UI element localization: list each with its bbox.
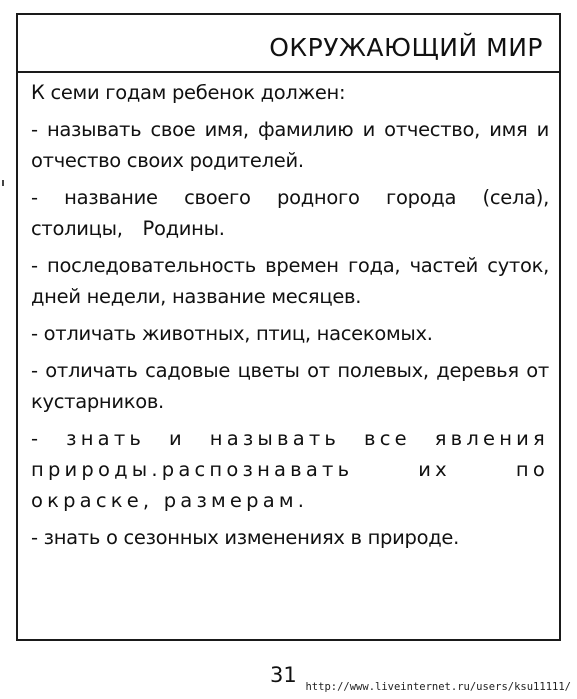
page-content bbox=[31, 77, 549, 559]
intro-text: К семи годам ребенок должен: bbox=[31, 81, 346, 104]
list-item: - знать и называть все явления природы.распознавать их по окраске, размерам. bbox=[31, 427, 549, 512]
list-item: - знать о сезонных изменениях в природе. bbox=[31, 526, 459, 549]
watermark-url: http://www.liveinternet.ru/users/ksu11111/ bbox=[305, 681, 571, 693]
list-item: - называть свое имя, фамилию и отчество, имя и отчество своих родителей. bbox=[31, 118, 549, 172]
list-item: - название своего родного города (села), столицы, Родины. bbox=[31, 186, 549, 240]
margin-mark bbox=[2, 180, 4, 186]
list-item: - последовательность времен года, частей суток, дней недели, название месяцев. bbox=[31, 254, 549, 308]
page-header bbox=[18, 15, 559, 73]
list-item: - отличать садовые цветы от полевых, деревья от кустарников. bbox=[31, 359, 549, 413]
page-title: ОКРУЖАЮЩИЙ МИР bbox=[269, 33, 543, 62]
page-number: 31 bbox=[270, 663, 297, 687]
list-item: - отличать животных, птиц, насекомых. bbox=[31, 322, 433, 345]
page-frame bbox=[16, 13, 561, 641]
